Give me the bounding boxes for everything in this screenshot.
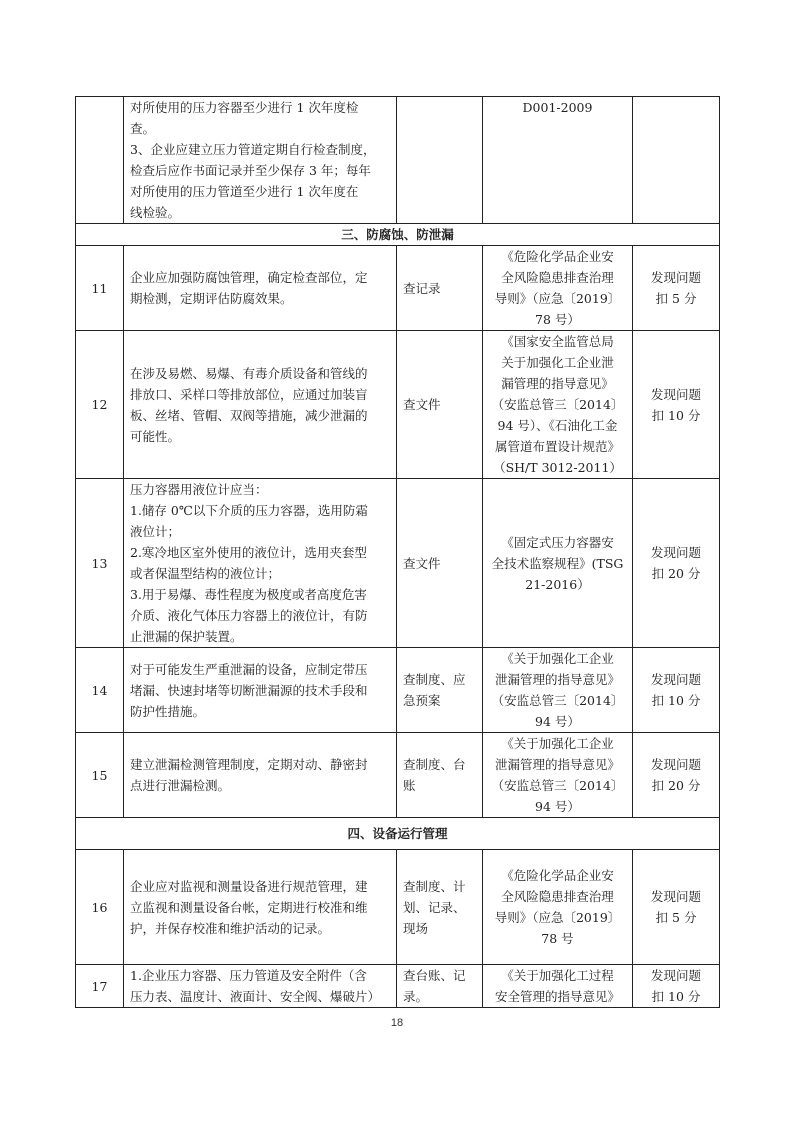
basis-cell <box>483 331 633 479</box>
text-line: 导则》（应急〔2019〕 <box>494 910 621 925</box>
text-line: 查记录 <box>403 280 441 296</box>
score-cell <box>633 97 720 224</box>
score-cell <box>633 331 720 479</box>
text-line: 企业应加强防腐蚀管理，确定检查部位，定 <box>130 270 368 285</box>
text-line: 2.寒冷地区室外使用的液位计，选用夹套型 <box>130 545 367 560</box>
item-number <box>76 97 124 224</box>
text-line: 排放口、采样口等排放部位，应通过加装盲 <box>130 386 368 402</box>
text-line: 可能性。 <box>130 428 181 444</box>
table-body <box>76 97 720 1008</box>
text-line: 78 号） <box>535 312 580 327</box>
check-method-cell <box>397 331 483 479</box>
text-line: 立监视和测量设备台帐，定期进行校准和维 <box>130 899 368 915</box>
text-line: 期检测，定期评估防腐效果。 <box>130 291 293 306</box>
basis-cell <box>483 479 633 648</box>
text-line: 漏管理的指导意见》 <box>501 376 614 391</box>
table-row <box>76 648 720 733</box>
text-line: 建立泄漏检测管理制度，定期对动、静密封 <box>130 757 368 772</box>
text-line: 急预案 <box>403 693 441 708</box>
text-line: 扣 10 分 <box>651 693 701 708</box>
requirement-cell <box>124 850 397 965</box>
item-number: 15 <box>76 733 124 818</box>
text-line: 查文件 <box>403 397 441 412</box>
text-line: 扣 5 分 <box>655 910 697 925</box>
item-number: 12 <box>76 331 124 479</box>
text-line: 导则》（应急〔2019〕 <box>494 291 621 306</box>
text-line: 1.企业压力容器、压力管道及安全附件（含 <box>130 968 367 983</box>
basis-cell <box>483 648 633 733</box>
check-method-cell <box>397 965 483 1008</box>
text-line: 查制度、计 <box>403 878 466 894</box>
text-line: 压力容器用液位计应当： <box>130 482 268 497</box>
score-cell <box>633 850 720 965</box>
basis-cell <box>483 965 633 1008</box>
section-row <box>76 224 720 246</box>
text-line: 《国家安全监管总局 <box>501 334 614 349</box>
text-line: 在涉及易燃、易爆、有毒介质设备和管线的 <box>130 365 368 381</box>
text-line: 发现问题 <box>650 889 701 904</box>
score-cell <box>633 246 720 331</box>
text-line: 94 号） <box>535 799 580 814</box>
score-cell <box>633 965 720 1008</box>
basis-cell <box>483 733 633 818</box>
text-line: 企业应对监视和测量设备进行规范管理，建 <box>130 878 368 894</box>
text-line: 查制度、台 <box>403 757 466 772</box>
text-line: 对于可能发生严重泄漏的设备，应制定带压 <box>130 661 368 677</box>
text-line: 防护性措施。 <box>130 703 206 719</box>
text-line: 泄漏管理的指导意见》 <box>494 672 620 687</box>
requirement-cell <box>124 648 397 733</box>
text-line: （安监总管三〔2014〕 <box>491 397 624 412</box>
inspection-table <box>75 96 720 1008</box>
text-line: 全技术监察规程》(TSG <box>491 555 624 571</box>
section-row <box>76 818 720 850</box>
text-line: 发现问题 <box>650 545 701 560</box>
table-row <box>76 246 720 331</box>
text-line: 检查后应作书面记录并至少保存 3 年；每年 <box>130 163 371 178</box>
text-line: 发现问题 <box>650 672 701 687</box>
text-line: 3、企业应建立压力管道定期自行检查制度， <box>130 142 376 157</box>
check-method-cell <box>397 648 483 733</box>
item-number: 17 <box>76 965 124 1008</box>
item-number: 16 <box>76 850 124 965</box>
score-cell <box>633 648 720 733</box>
text-line: 安全管理的指导意见》 <box>494 989 620 1004</box>
text-line: 94 号） <box>535 714 580 729</box>
text-line: 划、记录、 <box>403 899 466 915</box>
text-line: 录。 <box>403 989 429 1004</box>
text-line: 21-2016） <box>525 576 590 592</box>
text-line: 查台账、记 <box>403 968 466 983</box>
section-title: 三、防腐蚀、防泄漏 <box>76 224 720 246</box>
text-line: 关于加强化工企业泄 <box>501 355 614 370</box>
section-title: 四、设备运行管理 <box>76 818 720 850</box>
text-line: 扣 20 分 <box>651 778 701 793</box>
text-line: 全风险隐患排查治理 <box>501 270 614 285</box>
text-line: 堵漏、快速封堵等切断泄漏源的技术手段和 <box>130 682 368 698</box>
item-number: 11 <box>76 246 124 331</box>
requirement-cell <box>124 246 397 331</box>
table-row <box>76 965 720 1008</box>
text-line: 扣 10 分 <box>651 989 701 1004</box>
text-line: D001-2009 <box>522 100 593 115</box>
text-line: 1.储存 0℃以下介质的压力容器，选用防霜 <box>130 503 368 518</box>
item-number: 14 <box>76 648 124 733</box>
text-line: 对所使用的压力管道至少进行 1 次年度在 <box>130 184 359 199</box>
text-line: 线检验。 <box>130 205 181 220</box>
check-method-cell <box>397 97 483 224</box>
text-line: 3.用于易爆、毒性程度为极度或者高度危害 <box>130 587 367 602</box>
basis-cell <box>483 850 633 965</box>
table-row <box>76 733 720 818</box>
text-line: （SH/T 3012-2011） <box>493 460 622 475</box>
text-line: 护，并保存校准和维护活动的记录。 <box>130 920 331 936</box>
text-line: 对所使用的压力容器至少进行 1 次年度检 <box>130 100 359 115</box>
text-line: 扣 20 分 <box>651 566 701 581</box>
item-number: 13 <box>76 479 124 648</box>
text-line: （安监总管三〔2014〕 <box>491 778 624 793</box>
text-line: 94 号）、《石油化工金 <box>497 418 618 433</box>
text-line: 板、丝堵、管帽、双阀等措施，减少泄漏的 <box>130 407 368 423</box>
check-method-cell <box>397 733 483 818</box>
table-row <box>76 850 720 965</box>
score-cell <box>633 479 720 648</box>
basis-cell <box>483 97 633 224</box>
text-line: 《危险化学品企业安 <box>501 249 614 264</box>
requirement-cell <box>124 97 397 224</box>
basis-cell <box>483 246 633 331</box>
requirement-cell <box>124 965 397 1008</box>
text-line: 属管道布置设计规范》 <box>494 439 620 454</box>
text-line: 点进行泄漏检测。 <box>130 778 231 793</box>
text-line: 液位计； <box>130 524 181 539</box>
text-line: 《关于加强化工企业 <box>501 736 614 751</box>
text-line: （安监总管三〔2014〕 <box>491 693 624 708</box>
text-line: 发现问题 <box>650 270 701 285</box>
text-line: 查。 <box>130 121 156 136</box>
text-line: 发现问题 <box>650 386 701 402</box>
text-line: 或者保温型结构的液位计； <box>130 566 281 581</box>
table-row <box>76 97 720 224</box>
requirement-cell <box>124 331 397 479</box>
text-line: 压力表、温度计、液面计、安全阀、爆破片） <box>130 989 381 1004</box>
text-line: 扣 10 分 <box>651 407 701 423</box>
table-row <box>76 479 720 648</box>
text-line: 介质、液化气体压力容器上的液位计，有防 <box>130 608 368 623</box>
text-line: 《固定式压力容器安 <box>501 534 614 550</box>
text-line: 止泄漏的保护装置。 <box>130 629 243 644</box>
requirement-cell <box>124 733 397 818</box>
check-method-cell <box>397 479 483 648</box>
text-line: 发现问题 <box>650 968 701 983</box>
text-line: 账 <box>403 778 416 793</box>
text-line: 查文件 <box>403 555 441 571</box>
text-line: 发现问题 <box>650 757 701 772</box>
requirement-cell <box>124 479 397 648</box>
text-line: 全风险隐患排查治理 <box>501 889 614 904</box>
text-line: 《危险化学品企业安 <box>501 868 614 883</box>
check-method-cell <box>397 850 483 965</box>
table-row <box>76 331 720 479</box>
text-line: 现场 <box>403 920 429 936</box>
score-cell <box>633 733 720 818</box>
text-line: 查制度、应 <box>403 672 466 687</box>
text-line: 《关于加强化工过程 <box>501 968 614 983</box>
check-method-cell <box>397 246 483 331</box>
text-line: 泄漏管理的指导意见》 <box>494 757 620 772</box>
text-line: 78 号 <box>541 931 574 946</box>
text-line: 《关于加强化工企业 <box>501 651 614 666</box>
text-line: 扣 5 分 <box>655 291 697 306</box>
page-number: 18 <box>390 1017 404 1029</box>
